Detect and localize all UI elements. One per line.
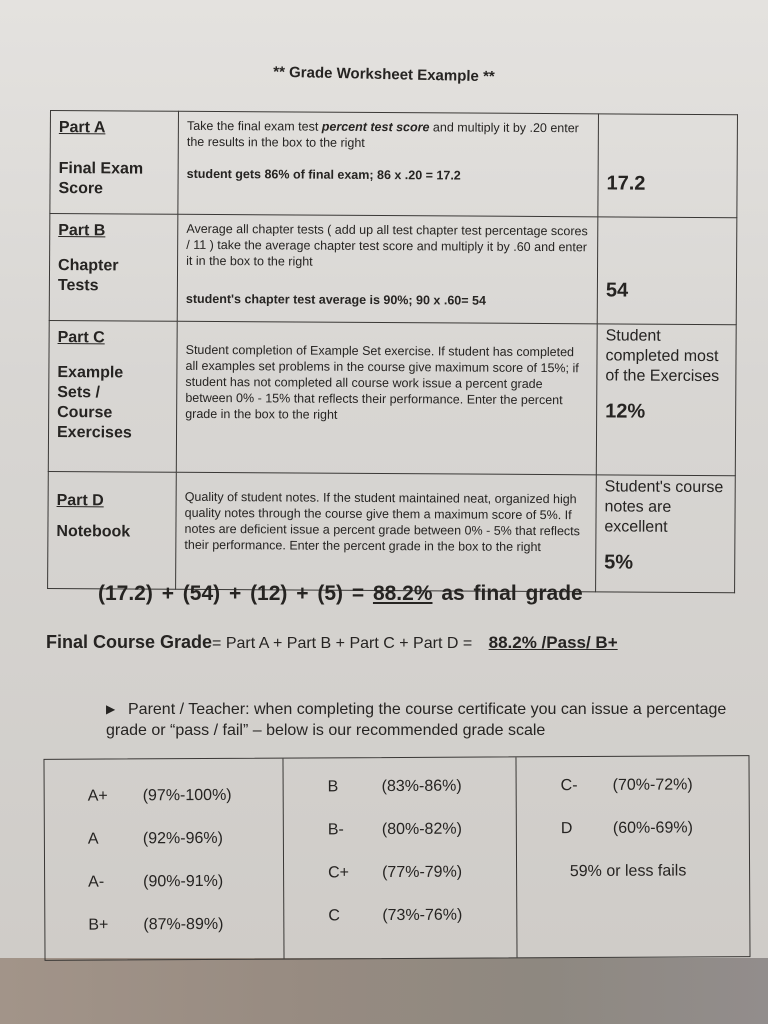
part-value-note: Student completed most of the Exercises: [605, 327, 720, 386]
grade-scale-column: [516, 756, 749, 957]
grade-letter: B+: [88, 916, 109, 934]
part-value: 17.2: [606, 172, 646, 195]
formula-expression: (17.2) + (54) + (12) + (5) =: [98, 582, 373, 605]
part-description-cell: [176, 321, 597, 475]
grade-range: (90%-91%): [143, 872, 224, 891]
part-value-cell: [597, 217, 737, 325]
table-row-part-b: [49, 214, 737, 325]
grade-range: (80%-82%): [381, 820, 462, 839]
part-description: Average all chapter tests ( add up all test chapter test percentage scores / 11 ) take the average chapter test score and multiply it by .60 and enter it in the box to the right: [186, 221, 588, 269]
part-name: Example Sets / Course Exercises: [56, 364, 132, 442]
formula-suffix: as final grade: [432, 582, 583, 605]
grade-range: (73%-76%): [382, 906, 463, 925]
grade-range: (77%-79%): [382, 863, 463, 882]
grade-row: [45, 830, 283, 874]
grade-row: [45, 787, 283, 831]
part-value-cell: [596, 324, 736, 476]
part-label: Part B: [58, 222, 106, 240]
grade-row: [284, 863, 516, 907]
part-value: 12%: [605, 400, 646, 423]
note-text: Parent / Teacher: when completing the course certificate you can issue a percentage grade or “pass / fail” – below is our recommended grade scale: [106, 701, 727, 739]
part-name: Notebook: [56, 523, 131, 541]
grade-row: [517, 819, 749, 863]
part-label-cell: [49, 214, 178, 322]
part-label: Part D: [56, 492, 104, 510]
grade-letter: D: [560, 820, 573, 838]
part-calculation: student gets 86% of final exam; 86 x .20 = 17.2: [186, 166, 461, 183]
grade-letter: C-: [560, 777, 578, 795]
formula-result: 88.2%: [372, 582, 433, 605]
part-label: Part A: [58, 119, 106, 137]
grade-letter: C: [328, 907, 340, 925]
final-grade-label: Final Course Grade: [46, 632, 213, 652]
grade-letter: B: [327, 778, 339, 796]
part-value: 5%: [604, 551, 634, 574]
table-row-part-c: [48, 320, 736, 475]
part-description-cell: [176, 472, 597, 592]
part-value-cell: [596, 475, 736, 593]
table-row-part-a: [50, 111, 738, 218]
part-name: Chapter Tests: [57, 257, 119, 295]
part-description: Student completion of Example Set exercise. If student has completed all examples set problems in the course give maximum score of 15%; if student has not completed all course work issue a percent grade between 0% - 15% that reflects their performance. Enter the percent grade in the box to the right: [185, 342, 579, 422]
fail-threshold-note: 59% or less fails: [569, 862, 687, 881]
final-grade-answer: 88.2% /Pass/ B+: [488, 633, 618, 652]
final-course-grade-line: [46, 632, 618, 653]
bullet-triangle-icon: ▶: [106, 702, 116, 716]
part-label: Part C: [57, 329, 105, 347]
part-calculation: student's chapter test average is 90%; 90 x .60= 54: [185, 291, 486, 308]
part-value-note: Student's course notes are excellent: [604, 478, 724, 536]
grade-row: [284, 820, 516, 864]
grade-letter: A+: [87, 787, 108, 805]
grade-row: [45, 916, 283, 960]
part-value-cell: [598, 114, 738, 218]
part-label-cell: [50, 111, 179, 215]
grade-row: [45, 873, 283, 917]
emphasis-text: percent test score: [321, 119, 430, 135]
grade-row: [284, 906, 516, 950]
grade-scale-column: [283, 757, 517, 958]
grade-letter: C+: [328, 864, 350, 882]
parent-teacher-note: [106, 699, 736, 741]
part-description-cell: [177, 214, 598, 324]
grade-range: (92%-96%): [142, 829, 223, 848]
part-label-cell: [48, 471, 177, 589]
grade-row: [517, 776, 749, 820]
part-description: Quality of student notes. If the student maintained neat, organized high quality notes through the course give them a maximum score of 5%. If notes are deficient issue a percent grade between 0% - 5% that reflects their performance. Enter the percent grade in the box to the right: [184, 489, 580, 555]
grade-letter: B-: [327, 821, 344, 839]
final-grade-equation: = Part A + Part B + Part C + Part D =: [212, 635, 477, 652]
grade-range: (87%-89%): [143, 915, 224, 934]
desk-surface: [0, 958, 768, 1024]
table-row-part-d: [48, 471, 736, 592]
grade-row: [284, 777, 516, 821]
grade-scale-table: [43, 755, 750, 961]
grade-range: (83%-86%): [381, 777, 462, 796]
grade-range: (70%-72%): [612, 776, 693, 794]
part-name: Final Exam Score: [58, 160, 144, 198]
part-description-cell: [178, 111, 598, 217]
grade-range: (60%-69%): [612, 819, 693, 837]
final-grade-formula: [98, 582, 583, 606]
part-description: Take the final exam test percent test score and multiply it by .20 enter the results in the box to the right: [186, 118, 579, 150]
grade-letter: A-: [88, 873, 105, 891]
grade-scale-column: [44, 759, 284, 960]
grade-range: (97%-100%): [142, 786, 232, 805]
part-label-cell: [48, 320, 177, 472]
part-value: 54: [605, 279, 629, 302]
grade-parts-table: [47, 110, 738, 593]
page-title: ** Grade Worksheet Example **: [273, 63, 495, 86]
grade-letter: A: [87, 830, 99, 848]
